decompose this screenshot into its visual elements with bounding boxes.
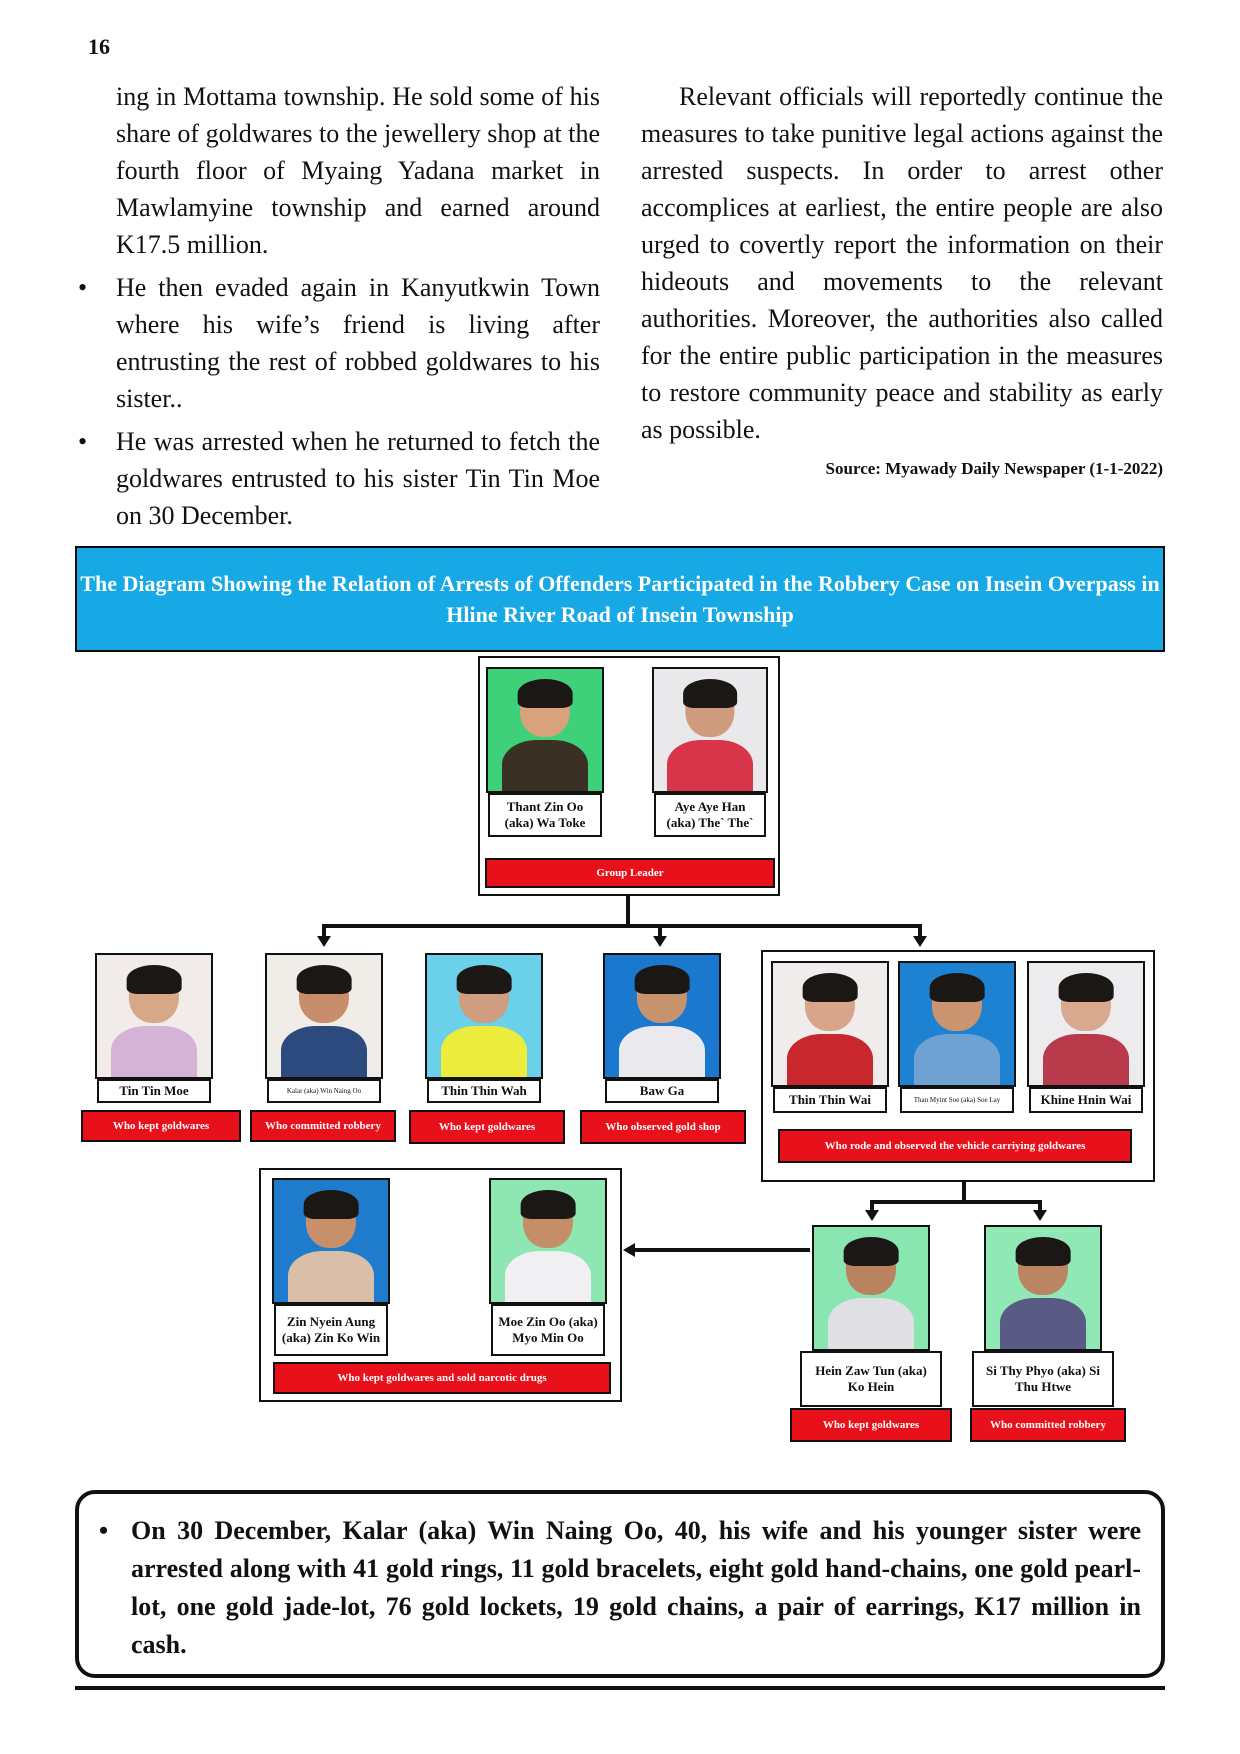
person-photo [272,1178,390,1304]
portrait-hair [521,1190,576,1219]
left-column [78,78,600,540]
portrait-torso [1000,1298,1087,1351]
person-name: Zin Nyein Aung (aka) Zin Ko Win [274,1304,388,1356]
closing-paragraph: Relevant officials will reportedly continue the measures to take punitive legal actions against the arrested suspects. In order to arrest other accomplices at earliest, the entire people are also urged to covertly report the information on their hideouts and movements to the relevant authorities. Moreover, the authorities also called for the entire public participation in the measures to restore community peace and stability as early as possible. [641,82,1163,444]
arrow-head [623,1243,635,1257]
portrait-hair [297,965,352,994]
diagram-title: The Diagram Showing the Relation of Arrests of Offenders Participated in the Robbery Case on Insein Overpass in Hline River Road of Insein Township [80,571,1160,627]
person-name: Aye Aye Han (aka) The` The` [654,793,766,837]
portrait-hair [457,965,512,994]
portrait-hair [844,1237,899,1266]
person-photo [1027,961,1145,1087]
portrait-hair [683,679,737,708]
person-name: Than Myint Soe (aka) Soe Lay [900,1087,1014,1113]
right-column [641,78,1163,480]
summary-box [75,1490,1165,1678]
person-name: Hein Zaw Tun (aka) Ko Hein [800,1351,942,1407]
role-label: Who committed robbery [250,1110,396,1142]
summary-text: On 30 December, Kalar (aka) Win Naing Oo, 40, his wife and his younger sister were arrested along with 41 gold rings, 11 gold bracelets, eight gold hand-chains, one gold pearl-lot, one gold jade-lot, 76 gold lockets, 19 gold chains, a pair of earrings, K17 million in cash. [131,1516,1141,1659]
portrait-torso [914,1034,1001,1087]
person-photo [603,953,721,1079]
person-photo [652,667,768,793]
arrow-head [913,936,927,947]
connector-line [322,924,922,928]
person-name: Si Thy Phyo (aka) Si Thu Htwe [972,1351,1114,1407]
person-photo [898,961,1016,1087]
person-name: Thant Zin Oo (aka) Wa Toke [488,793,602,837]
connector-line [626,896,630,926]
arrow-head [317,936,331,947]
connector-line [870,1200,1042,1204]
person-photo [265,953,383,1079]
bullet-list [78,269,600,534]
connector-line [962,1182,966,1202]
portrait-hair [1059,973,1114,1002]
person-name: Baw Ga [605,1079,719,1103]
portrait-torso [111,1026,198,1079]
portrait-torso [441,1026,528,1079]
continued-paragraph: ing in Mottama township. He sold some of his share of goldwares to the jewellery shop at the fourth floor of Myaing Yadana market in Mawlamyine township and earned around K17.5 million. [116,82,600,259]
portrait-hair [518,679,573,708]
portrait-torso [505,1251,592,1304]
portrait-hair [127,965,182,994]
bottom-rule [75,1686,1165,1690]
person-photo [489,1178,607,1304]
person-photo [771,961,889,1087]
bullet-item: • He then evaded again in Kanyutkwin Town where his wife’s friend is living after entrusting the rest of robbed goldwares to his sister.. [78,269,600,417]
portrait-hair [304,1190,359,1219]
portrait-torso [1043,1034,1130,1087]
portrait-hair [803,973,858,1002]
person-name: Tin Tin Moe [97,1079,211,1103]
person-name: Moe Zin Oo (aka) Myo Min Oo [491,1304,605,1356]
role-label: Who committed robbery [970,1408,1126,1442]
person-photo [95,953,213,1079]
portrait-torso [667,740,752,793]
portrait-torso [828,1298,915,1351]
bullet-item: • He was arrested when he returned to fetch the goldwares entrusted to his sister Tin Tin Moe on 30 December. [78,423,600,534]
connector-line [634,1248,810,1252]
role-label: Group Leader [485,858,775,888]
portrait-hair [930,973,985,1002]
role-label: Who observed gold shop [580,1110,746,1144]
diagram-title-banner [75,546,1165,652]
portrait-torso [787,1034,874,1087]
person-name: Thin Thin Wah [427,1079,541,1103]
portrait-torso [281,1026,368,1079]
page-number: 16 [88,34,110,59]
role-label: Who kept goldwares and sold narcotic drugs [273,1362,611,1394]
role-label: Who rode and observed the vehicle carriying goldwares [778,1129,1132,1163]
portrait-torso [502,740,589,793]
arrow-head [865,1210,879,1221]
portrait-torso [288,1251,375,1304]
source-citation: Source: Myawady Daily Newspaper (1-1-2022) [825,459,1163,478]
role-label: Who kept goldwares [790,1408,952,1442]
person-name: Kalar (aka) Win Naing Oo [267,1079,381,1103]
person-name: Khine Hnin Wai [1029,1087,1143,1113]
role-label: Who kept goldwares [409,1110,565,1144]
person-name: Thin Thin Wai [773,1087,887,1113]
portrait-torso [619,1026,706,1079]
arrow-head [653,936,667,947]
person-photo [425,953,543,1079]
person-photo [984,1225,1102,1351]
arrow-head [1033,1210,1047,1221]
person-photo [812,1225,930,1351]
role-label: Who kept goldwares [81,1110,241,1142]
portrait-hair [1016,1237,1071,1266]
portrait-hair [635,965,690,994]
person-photo [486,667,604,793]
